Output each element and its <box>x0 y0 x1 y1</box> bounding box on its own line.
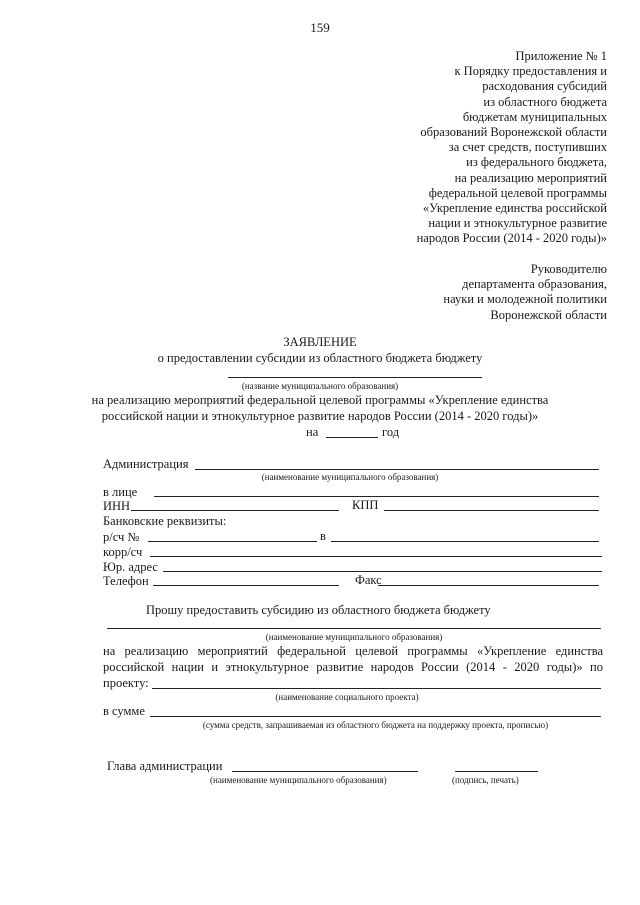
phone-field[interactable] <box>153 585 339 586</box>
program-line-1: на реализацию мероприятий федеральной целевой программы «Укрепление единства <box>91 393 549 407</box>
account-field[interactable] <box>148 541 317 542</box>
addressee-line: Руководителю <box>530 262 607 276</box>
request-lead: Прошу предоставить субсидию из областного бюджета бюджету <box>146 603 491 617</box>
year-prefix: на <box>306 425 319 439</box>
addressee-line: науки и молодежной политики <box>443 292 607 307</box>
document-title: ЗАЯВЛЕНИЕ <box>283 335 357 349</box>
fax-field[interactable] <box>378 585 599 586</box>
appendix-line: народов России (2014 - 2020 годы)» <box>416 231 607 246</box>
head-label: Глава администрации <box>107 759 223 773</box>
appendix-line: бюджетам муниципальных <box>462 109 607 124</box>
sum-caption: (сумма средств, запрашиваемая из областного бюджета на поддержку проекта, прописью) <box>202 720 549 730</box>
municipality-name-line[interactable] <box>228 377 482 378</box>
kpp-label: КПП <box>352 498 379 512</box>
account-label: р/сч № <box>103 530 140 544</box>
inn-field[interactable] <box>131 510 339 511</box>
year-suffix: год <box>382 425 400 439</box>
signature-field[interactable] <box>455 771 538 772</box>
kpp-field[interactable] <box>384 510 599 511</box>
document-subtitle: о предоставлении субсидии из областного бюджета бюджету <box>157 351 483 365</box>
year-field[interactable] <box>326 437 378 438</box>
address-field[interactable] <box>163 571 602 572</box>
addressee-line: департамента образования, <box>462 277 607 292</box>
phone-label: Телефон <box>103 574 149 588</box>
page-number: 159 <box>310 20 330 35</box>
appendix-line: федеральной целевой программы <box>428 185 607 200</box>
request-line-2: российской нации и этнокультурное развитие народов России (2014 - 2020 годы)» по <box>103 660 603 674</box>
head-name-field[interactable] <box>232 771 418 772</box>
appendix-line: «Укрепление единства российской <box>422 201 607 216</box>
address-label: Юр. адрес <box>103 560 158 574</box>
appendix-line: образований Воронежской области <box>420 125 607 140</box>
project-label: проекту: <box>103 676 149 690</box>
appendix-line: Приложение № 1 <box>515 49 607 63</box>
municipality-caption: (название муниципального образования) <box>241 381 399 391</box>
appendix-line: нации и этнокультурное развитие <box>428 216 607 231</box>
project-field[interactable] <box>152 688 601 689</box>
request-municipality-field[interactable] <box>107 628 601 629</box>
appendix-line: из областного бюджета <box>483 94 607 109</box>
sum-field[interactable] <box>150 716 601 717</box>
request-line-1: на реализацию мероприятий федеральной целевой программы «Укрепление единства <box>103 644 603 658</box>
addressee-block <box>287 262 607 323</box>
appendix-line: на реализацию мероприятий <box>454 170 607 185</box>
program-line-2: российской нации и этнокультурное развитие народов России (2014 - 2020 годы)» <box>101 409 539 423</box>
bank-name-field[interactable] <box>331 541 599 542</box>
appendix-line: за счет средств, поступивших <box>448 140 607 155</box>
administration-field[interactable] <box>195 469 599 470</box>
head-caption: (наименование муниципального образования) <box>210 775 387 785</box>
appendix-line: к Порядку предоставления и <box>454 64 607 79</box>
person-label: в лице <box>103 485 138 499</box>
appendix-block <box>287 49 607 247</box>
sum-label: в сумме <box>103 704 145 718</box>
bank-label: Банковские реквизиты: <box>103 514 227 528</box>
inn-label: ИНН <box>103 499 131 513</box>
person-field[interactable] <box>154 496 599 497</box>
fax-label: Факс <box>355 573 382 587</box>
corr-field[interactable] <box>150 556 602 557</box>
appendix-line: расходования субсидий <box>482 79 607 94</box>
appendix-line: из федерального бюджета, <box>466 155 607 170</box>
project-caption: (наименование социального проекта) <box>275 692 419 702</box>
addressee-line: Воронежской области <box>490 307 607 322</box>
signature-caption: (подпись, печать) <box>452 775 519 785</box>
request-municipality-caption: (наименование муниципального образования) <box>265 632 443 642</box>
administration-label: Администрация <box>103 457 189 471</box>
corr-label: корр/сч <box>103 545 143 559</box>
bank-in-label: в <box>320 529 326 543</box>
administration-caption: (наименование муниципального образования) <box>261 472 439 482</box>
